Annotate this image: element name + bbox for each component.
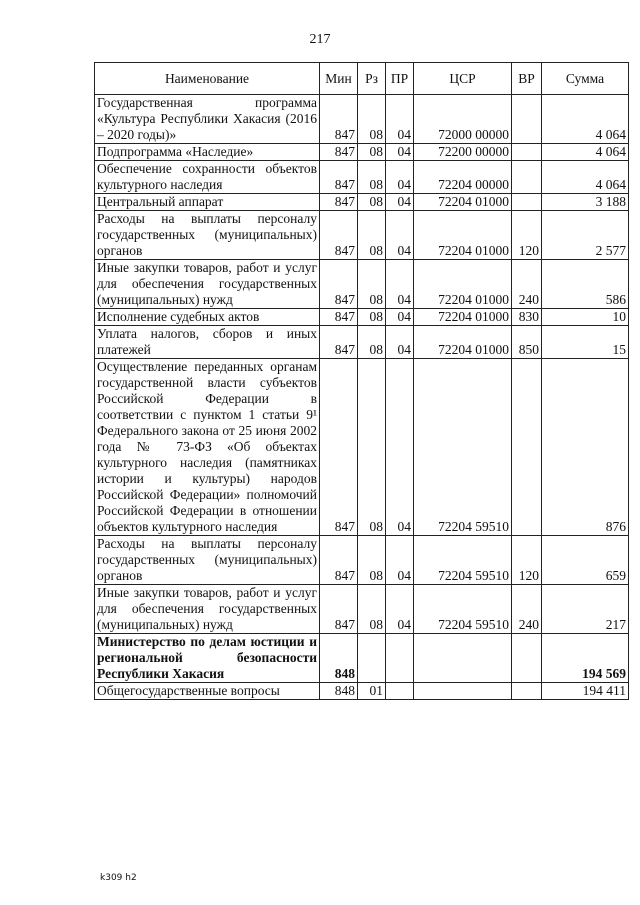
cell-vr — [512, 634, 542, 683]
cell-sum: 3 188 — [542, 194, 629, 211]
header-min: Мин — [320, 63, 358, 95]
cell-name: Расходы на выплаты персоналу государственных (муниципальных) органов — [95, 536, 320, 585]
table-row — [95, 683, 629, 700]
cell-rz: 08 — [358, 211, 386, 260]
cell-rz: 08 — [358, 144, 386, 161]
cell-rz — [358, 634, 386, 683]
cell-vr — [512, 161, 542, 194]
cell-name: Государственная программа «Культура Республики Хакасия (2016 – 2020 годы)» — [95, 95, 320, 144]
cell-name: Центральный аппарат — [95, 194, 320, 211]
cell-pr: 04 — [386, 309, 414, 326]
header-rz: Рз — [358, 63, 386, 95]
cell-rz: 08 — [358, 359, 386, 536]
cell-sum: 15 — [542, 326, 629, 359]
cell-csr: 72204 01000 — [414, 260, 512, 309]
cell-pr: 04 — [386, 144, 414, 161]
cell-vr: 830 — [512, 309, 542, 326]
cell-name: Расходы на выплаты персоналу государственных (муниципальных) органов — [95, 211, 320, 260]
cell-min: 847 — [320, 144, 358, 161]
cell-pr: 04 — [386, 585, 414, 634]
cell-sum: 586 — [542, 260, 629, 309]
cell-min: 847 — [320, 194, 358, 211]
cell-pr: 04 — [386, 194, 414, 211]
cell-name: Осуществление переданных органам государственной власти субъектов Российской Федерации в соответствии с пунктом 1 статьи 9¹ Федерального закона от 25 июня 2002 года № 73-ФЗ «Об объектах культурного наследия (памятниках истории и культуры) народов Российской Федерации» полномочий Российской Федерации в отношении объектов культурного наследия — [95, 359, 320, 536]
cell-rz: 08 — [358, 95, 386, 144]
table-row — [95, 536, 629, 585]
cell-min: 848 — [320, 683, 358, 700]
cell-pr: 04 — [386, 260, 414, 309]
cell-name: Исполнение судебных актов — [95, 309, 320, 326]
header-pr: ПР — [386, 63, 414, 95]
header-vr: ВР — [512, 63, 542, 95]
table-row — [95, 359, 629, 536]
cell-min: 847 — [320, 326, 358, 359]
cell-sum: 217 — [542, 585, 629, 634]
cell-csr: 72204 01000 — [414, 194, 512, 211]
table-row — [95, 585, 629, 634]
cell-min: 847 — [320, 309, 358, 326]
cell-csr: 72200 00000 — [414, 144, 512, 161]
cell-csr: 72204 59510 — [414, 585, 512, 634]
table-row — [95, 260, 629, 309]
cell-name: Иные закупки товаров, работ и услуг для обеспечения государственных (муниципальных) нужд — [95, 260, 320, 309]
cell-min: 847 — [320, 211, 358, 260]
cell-pr — [386, 634, 414, 683]
cell-vr — [512, 683, 542, 700]
header-csr: ЦСР — [414, 63, 512, 95]
cell-vr: 120 — [512, 536, 542, 585]
table-row — [95, 634, 629, 683]
cell-sum: 10 — [542, 309, 629, 326]
cell-min: 847 — [320, 359, 358, 536]
cell-sum: 659 — [542, 536, 629, 585]
cell-min: 847 — [320, 585, 358, 634]
cell-min: 847 — [320, 161, 358, 194]
cell-pr: 04 — [386, 211, 414, 260]
cell-rz: 08 — [358, 194, 386, 211]
cell-sum: 194 569 — [542, 634, 629, 683]
cell-pr: 04 — [386, 536, 414, 585]
cell-rz: 08 — [358, 260, 386, 309]
table-row — [95, 326, 629, 359]
table-row — [95, 95, 629, 144]
header-sum: Сумма — [542, 63, 629, 95]
cell-name: Подпрограмма «Наследие» — [95, 144, 320, 161]
cell-name: Обеспечение сохранности объектов культурного наследия — [95, 161, 320, 194]
cell-vr: 120 — [512, 211, 542, 260]
cell-rz: 08 — [358, 585, 386, 634]
cell-name: Министерство по делам юстиции и региональной безопасности Республики Хакасия — [95, 634, 320, 683]
cell-vr: 850 — [512, 326, 542, 359]
cell-sum: 4 064 — [542, 161, 629, 194]
budget-table — [94, 62, 629, 700]
cell-min: 848 — [320, 634, 358, 683]
cell-pr — [386, 683, 414, 700]
footer-code: k309 h2 — [100, 873, 137, 883]
cell-name: Общегосударственные вопросы — [95, 683, 320, 700]
cell-vr — [512, 144, 542, 161]
cell-rz: 08 — [358, 536, 386, 585]
cell-pr: 04 — [386, 326, 414, 359]
table-row — [95, 211, 629, 260]
cell-pr: 04 — [386, 359, 414, 536]
table-row — [95, 161, 629, 194]
cell-vr: 240 — [512, 260, 542, 309]
cell-name: Уплата налогов, сборов и иных платежей — [95, 326, 320, 359]
cell-pr: 04 — [386, 161, 414, 194]
header-name: Наименование — [95, 63, 320, 95]
cell-csr: 72204 00000 — [414, 161, 512, 194]
cell-sum: 876 — [542, 359, 629, 536]
cell-rz: 08 — [358, 309, 386, 326]
cell-rz: 01 — [358, 683, 386, 700]
cell-csr: 72204 01000 — [414, 326, 512, 359]
table-body — [95, 95, 629, 700]
table-row — [95, 309, 629, 326]
cell-csr — [414, 683, 512, 700]
table-row — [95, 194, 629, 211]
cell-csr: 72204 59510 — [414, 536, 512, 585]
cell-min: 847 — [320, 260, 358, 309]
cell-csr — [414, 634, 512, 683]
cell-vr — [512, 95, 542, 144]
cell-csr: 72204 01000 — [414, 211, 512, 260]
cell-sum: 194 411 — [542, 683, 629, 700]
cell-vr — [512, 194, 542, 211]
cell-rz: 08 — [358, 161, 386, 194]
cell-vr — [512, 359, 542, 536]
cell-rz: 08 — [358, 326, 386, 359]
cell-vr: 240 — [512, 585, 542, 634]
cell-csr: 72204 59510 — [414, 359, 512, 536]
cell-sum: 2 577 — [542, 211, 629, 260]
cell-csr: 72000 00000 — [414, 95, 512, 144]
table-row — [95, 144, 629, 161]
cell-pr: 04 — [386, 95, 414, 144]
cell-sum: 4 064 — [542, 95, 629, 144]
cell-name: Иные закупки товаров, работ и услуг для обеспечения государственных (муниципальных) нужд — [95, 585, 320, 634]
cell-csr: 72204 01000 — [414, 309, 512, 326]
cell-min: 847 — [320, 536, 358, 585]
cell-sum: 4 064 — [542, 144, 629, 161]
table-header-row — [95, 63, 629, 95]
page-number: 217 — [309, 32, 331, 47]
cell-min: 847 — [320, 95, 358, 144]
